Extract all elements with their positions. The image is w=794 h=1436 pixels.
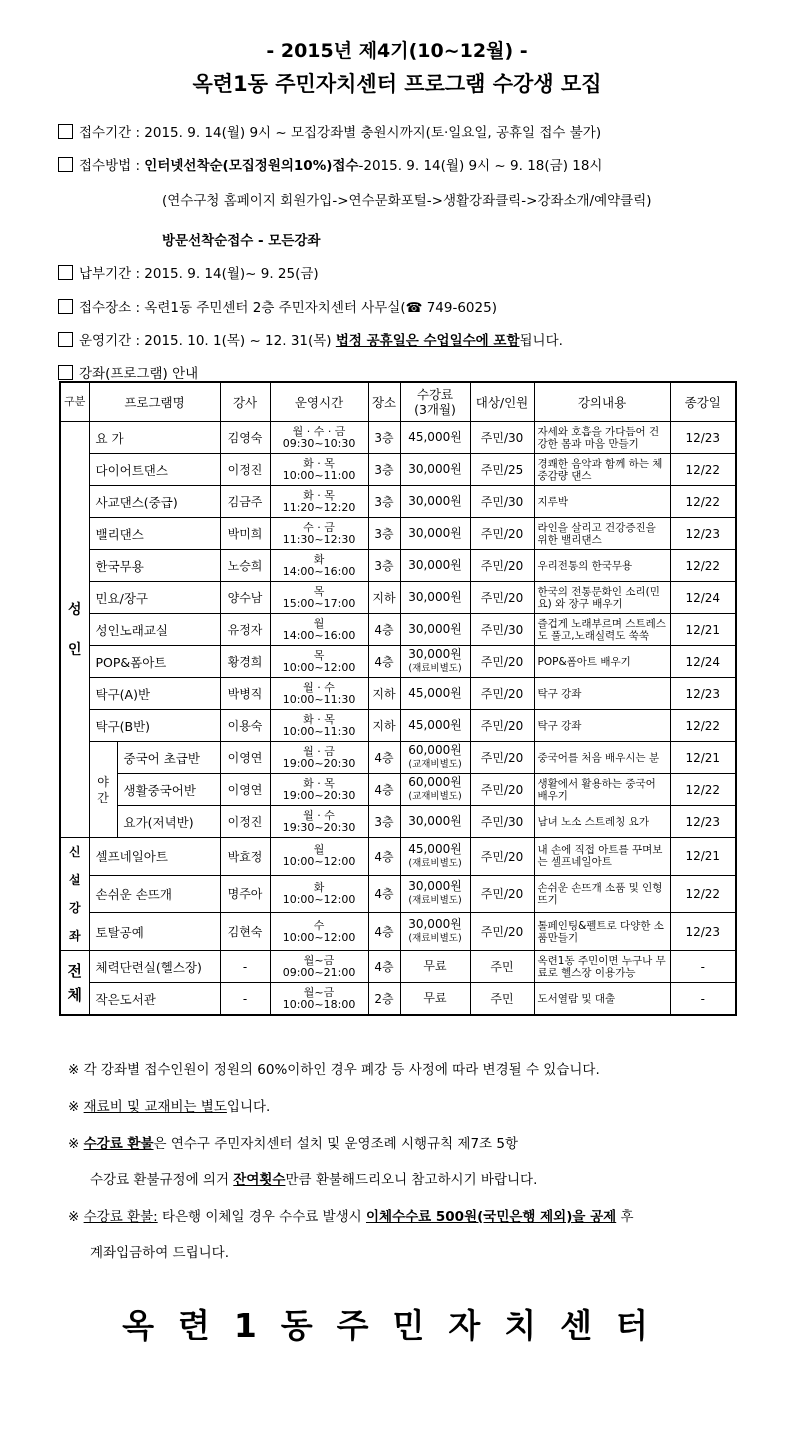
table-row: [60, 678, 736, 710]
info-visit: 방문선착순접수 - 모든강좌: [162, 233, 321, 249]
content: 도서열람 및 대출: [534, 983, 670, 1016]
teacher: 이정진: [220, 454, 270, 486]
note-4: ※ 수강료 환불: 타은행 이체일 경우 수수료 발생시 이체수수료 500원(국민은행 제외)을 공제 후: [68, 1209, 634, 1225]
place: 4층: [368, 774, 400, 806]
checkbox-icon: [58, 365, 73, 380]
program-name: 한국무용: [89, 550, 220, 582]
fee: 30,000원: [400, 806, 470, 838]
fee: 60,000원 (교재비별도): [400, 774, 470, 806]
place: 4층: [368, 951, 400, 983]
teacher: 이영연: [220, 742, 270, 774]
fee: 30,000원: [400, 454, 470, 486]
end-date: 12/21: [670, 742, 736, 774]
header-end: 종강일: [670, 382, 736, 422]
table-row: [60, 774, 736, 806]
schedule: 화 · 목 19:00~20:30: [270, 774, 368, 806]
content: 우리전통의 한국무용: [534, 550, 670, 582]
teacher: 박병직: [220, 678, 270, 710]
fee: 45,000원: [400, 422, 470, 454]
header-content: 강의내용: [534, 382, 670, 422]
teacher: 노승희: [220, 550, 270, 582]
schedule: 월~금 10:00~18:00: [270, 983, 368, 1016]
target: 주민: [470, 951, 534, 983]
place: 2층: [368, 983, 400, 1016]
fee: 30,000원 (재료비별도): [400, 646, 470, 678]
footer-org-name: 옥련1동주민자치센터: [122, 1306, 672, 1345]
note-3-line2: 수강료 환불규정에 의거 잔여횟수만큼 환불해드리오니 참고하시기 바랍니다.: [90, 1172, 538, 1188]
fee: 30,000원 (재료비별도): [400, 913, 470, 951]
place: 3층: [368, 454, 400, 486]
teacher: 이용숙: [220, 710, 270, 742]
content: 경쾌한 음악과 함께 하는 체중감량 댄스: [534, 454, 670, 486]
fee: 60,000원 (교재비별도): [400, 742, 470, 774]
teacher: 박미희: [220, 518, 270, 550]
table-row: [60, 454, 736, 486]
target: 주민/20: [470, 678, 534, 710]
schedule: 목 10:00~12:00: [270, 646, 368, 678]
target: 주민: [470, 983, 534, 1016]
content: POP&폼아트 배우기: [534, 646, 670, 678]
content: 옥련1동 주민이면 누구나 무료로 헬스장 이용가능: [534, 951, 670, 983]
teacher: -: [220, 983, 270, 1016]
program-name: 생활중국어반: [117, 774, 220, 806]
teacher: 양수남: [220, 582, 270, 614]
end-date: 12/22: [670, 774, 736, 806]
content: 지루박: [534, 486, 670, 518]
schedule: 화 · 목 11:20~12:20: [270, 486, 368, 518]
header-place: 장소: [368, 382, 400, 422]
schedule: 화 · 목 10:00~11:00: [270, 454, 368, 486]
schedule: 월 · 금 19:00~20:30: [270, 742, 368, 774]
content: 손쉬운 손뜨개 소품 및 인형뜨기: [534, 875, 670, 913]
title-period: - 2015년 제4기(10~12월) -: [266, 40, 528, 62]
place: 3층: [368, 518, 400, 550]
end-date: 12/23: [670, 422, 736, 454]
table-header-row: [60, 382, 736, 422]
end-date: 12/23: [670, 806, 736, 838]
schedule: 화 10:00~12:00: [270, 875, 368, 913]
place: 4층: [368, 913, 400, 951]
content: 한국의 전통문화인 소리(민요) 와 장구 배우기: [534, 582, 670, 614]
program-name: 밸리댄스: [89, 518, 220, 550]
table-row: [60, 582, 736, 614]
schedule: 화 · 목 10:00~11:30: [270, 710, 368, 742]
table-row: [60, 614, 736, 646]
schedule: 월 · 수 · 금 09:30~10:30: [270, 422, 368, 454]
header-time: 운영시간: [270, 382, 368, 422]
group-adult: 성 인: [60, 422, 89, 838]
group-new: 신 설 강 좌: [60, 838, 89, 951]
note-3: ※ 수강료 환불은 연수구 주민자치센터 설치 및 운영조례 시행규칙 제7조 5항: [68, 1136, 519, 1152]
page-title: 옥련1동 주민자치센터 프로그램 수강생 모집: [192, 72, 602, 96]
table-row: [60, 710, 736, 742]
schedule: 월 · 수 10:00~11:30: [270, 678, 368, 710]
target: 주민/20: [470, 774, 534, 806]
header-fee: 수강료 (3개월): [400, 382, 470, 422]
content: 중국어를 처음 배우시는 분: [534, 742, 670, 774]
note-1: ※ 각 강좌별 접수인원이 정원의 60%이하인 경우 폐강 등 사정에 따라 변경될 수 있습니다.: [68, 1062, 600, 1078]
target: 주민/20: [470, 913, 534, 951]
end-date: 12/22: [670, 486, 736, 518]
end-date: 12/22: [670, 454, 736, 486]
table-row: [60, 742, 736, 774]
header-target: 대상/인원: [470, 382, 534, 422]
table-row: [60, 951, 736, 983]
target: 주민/20: [470, 710, 534, 742]
place: 3층: [368, 486, 400, 518]
target: 주민/20: [470, 646, 534, 678]
fee: 45,000원: [400, 710, 470, 742]
target: 주민/30: [470, 806, 534, 838]
teacher: 김영숙: [220, 422, 270, 454]
info-payment: 납부기간 : 2015. 9. 14(월)~ 9. 25(금): [58, 262, 319, 282]
program-name: 손쉬운 손뜨개: [89, 875, 220, 913]
place: 4층: [368, 875, 400, 913]
end-date: 12/23: [670, 678, 736, 710]
end-date: 12/23: [670, 518, 736, 550]
schedule: 월 · 수 19:30~20:30: [270, 806, 368, 838]
header-teacher: 강사: [220, 382, 270, 422]
program-name: 다이어트댄스: [89, 454, 220, 486]
table-row: [60, 486, 736, 518]
place: 4층: [368, 742, 400, 774]
target: 주민/20: [470, 875, 534, 913]
end-date: 12/21: [670, 614, 736, 646]
program-name: 탁구(A)반: [89, 678, 220, 710]
content: 탁구 강좌: [534, 710, 670, 742]
table-row: [60, 422, 736, 454]
teacher: -: [220, 951, 270, 983]
target: 주민/25: [470, 454, 534, 486]
fee: 무료: [400, 983, 470, 1016]
table-row: [60, 646, 736, 678]
table-row: [60, 550, 736, 582]
table-row: [60, 806, 736, 838]
fee: 30,000원: [400, 486, 470, 518]
teacher: 김금주: [220, 486, 270, 518]
schedule: 화 14:00~16:00: [270, 550, 368, 582]
info-guide: 강좌(프로그램) 안내: [58, 362, 198, 382]
fee: 30,000원: [400, 550, 470, 582]
place: 3층: [368, 806, 400, 838]
schedule: 수 10:00~12:00: [270, 913, 368, 951]
info-period: 접수기간 : 2015. 9. 14(월) 9시 ~ 모집강좌별 충원시까지(토·일요일, 공휴일 접수 불가): [58, 121, 601, 141]
teacher: 황경희: [220, 646, 270, 678]
schedule: 월 14:00~16:00: [270, 614, 368, 646]
target: 주민/30: [470, 486, 534, 518]
program-table: [59, 381, 737, 1016]
program-name: 작은도서관: [89, 983, 220, 1016]
teacher: 박효정: [220, 838, 270, 876]
target: 주민/20: [470, 742, 534, 774]
table-row: [60, 913, 736, 951]
target: 주민/20: [470, 550, 534, 582]
program-name: 토탈공예: [89, 913, 220, 951]
program-name: 중국어 초급반: [117, 742, 220, 774]
info-method-sub: (연수구청 홈페이지 회원가입->연수문화포털->생활강좌클릭->강좌소개/예약클릭): [162, 193, 652, 209]
fee: 45,000원: [400, 678, 470, 710]
schedule: 월 10:00~12:00: [270, 838, 368, 876]
fee: 30,000원: [400, 518, 470, 550]
place: 지하: [368, 582, 400, 614]
fee: 30,000원 (재료비별도): [400, 875, 470, 913]
content: 탁구 강좌: [534, 678, 670, 710]
place: 3층: [368, 550, 400, 582]
content: 자세와 호흡을 가다듬어 건강한 몸과 마음 만들기: [534, 422, 670, 454]
program-name: 사교댄스(중급): [89, 486, 220, 518]
schedule: 월~금 09:00~21:00: [270, 951, 368, 983]
info-place: 접수장소 : 옥련1동 주민센터 2층 주민자치센터 사무실(☎ 749-6025): [58, 296, 497, 316]
end-date: -: [670, 951, 736, 983]
group-night: 야 간: [89, 742, 117, 838]
place: 지하: [368, 678, 400, 710]
table-row: [60, 838, 736, 876]
teacher: 이정진: [220, 806, 270, 838]
program-name: 요 가: [89, 422, 220, 454]
end-date: 12/22: [670, 550, 736, 582]
place: 4층: [368, 838, 400, 876]
content: 즐겁게 노래부르며 스트레스도 풀고,노래실력도 쑥쑥: [534, 614, 670, 646]
header-category: 구분: [60, 382, 89, 422]
program-name: 체력단련실(헬스장): [89, 951, 220, 983]
content: 남녀 노소 스트레칭 요가: [534, 806, 670, 838]
end-date: 12/22: [670, 710, 736, 742]
fee: 30,000원: [400, 582, 470, 614]
content: 생활에서 활용하는 중국어 배우기: [534, 774, 670, 806]
place: 4층: [368, 614, 400, 646]
end-date: 12/21: [670, 838, 736, 876]
checkbox-icon: [58, 265, 73, 280]
fee: 무료: [400, 951, 470, 983]
target: 주민/20: [470, 518, 534, 550]
info-operation: 운영기간 : 2015. 10. 1(목) ~ 12. 31(목) 법정 공휴일은 수업일수에 포함됩니다.: [58, 329, 563, 349]
teacher: 이영연: [220, 774, 270, 806]
target: 주민/20: [470, 582, 534, 614]
table-row: [60, 875, 736, 913]
info-method: 접수방법 : 인터넷선착순(모집정원의10%)접수-2015. 9. 14(월) 9시 ~ 9. 18(금) 18시: [58, 154, 602, 174]
place: 지하: [368, 710, 400, 742]
place: 3층: [368, 422, 400, 454]
content: 라인을 살리고 건강증진을 위한 밸리댄스: [534, 518, 670, 550]
end-date: 12/22: [670, 875, 736, 913]
program-name: 요가(저녁반): [117, 806, 220, 838]
checkbox-icon: [58, 157, 73, 172]
program-name: 셀프네일아트: [89, 838, 220, 876]
end-date: 12/24: [670, 582, 736, 614]
note-2: ※ 재료비 및 교재비는 별도입니다.: [68, 1099, 271, 1115]
table-row: [60, 983, 736, 1016]
target: 주민/20: [470, 838, 534, 876]
header-program: 프로그램명: [89, 382, 220, 422]
program-name: POP&폼아트: [89, 646, 220, 678]
note-4-line2: 계좌입금하여 드립니다.: [90, 1245, 229, 1261]
end-date: 12/24: [670, 646, 736, 678]
program-name: 탁구(B반): [89, 710, 220, 742]
program-name: 성인노래교실: [89, 614, 220, 646]
teacher: 김현숙: [220, 913, 270, 951]
group-all: 전 체: [60, 951, 89, 1016]
schedule: 목 15:00~17:00: [270, 582, 368, 614]
schedule: 수 · 금 11:30~12:30: [270, 518, 368, 550]
fee: 30,000원: [400, 614, 470, 646]
end-date: -: [670, 983, 736, 1016]
end-date: 12/23: [670, 913, 736, 951]
place: 4층: [368, 646, 400, 678]
fee: 45,000원 (재료비별도): [400, 838, 470, 876]
table-row: [60, 518, 736, 550]
teacher: 유정자: [220, 614, 270, 646]
target: 주민/30: [470, 614, 534, 646]
teacher: 명주아: [220, 875, 270, 913]
checkbox-icon: [58, 299, 73, 314]
target: 주민/30: [470, 422, 534, 454]
checkbox-icon: [58, 124, 73, 139]
content: 내 손에 직접 아트를 꾸며보는 셀프네일아트: [534, 838, 670, 876]
content: 톨페인팅&펠트로 다양한 소품만들기: [534, 913, 670, 951]
checkbox-icon: [58, 332, 73, 347]
program-name: 민요/장구: [89, 582, 220, 614]
